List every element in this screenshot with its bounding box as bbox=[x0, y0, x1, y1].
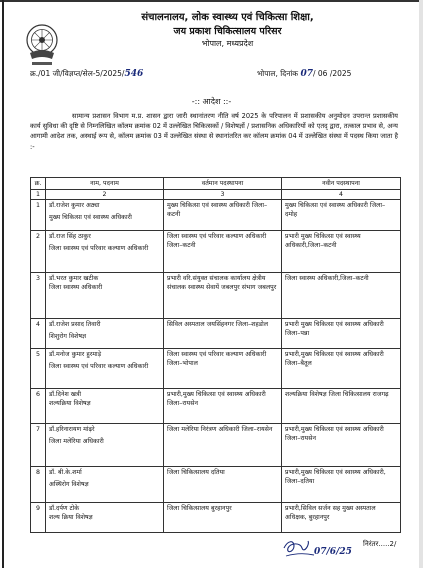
table-row bbox=[31, 319, 401, 349]
column-number-row bbox=[31, 190, 401, 200]
table-row bbox=[31, 231, 401, 273]
row-serial: 6 bbox=[31, 389, 46, 424]
header-current-posting: वर्तमान पदस्थापना bbox=[164, 178, 282, 190]
current-posting: जिला चिकित्सालय बुरहानपुर bbox=[164, 503, 282, 533]
officer-designation: मुख्य चिकित्सा एवं स्वास्थ्य अधिकारी bbox=[49, 214, 132, 221]
column-number: 2 bbox=[46, 190, 164, 200]
row-serial: 4 bbox=[31, 319, 46, 349]
order-number: क्र./01 जी/विज्ञप्त/सेल-5/2025/546 bbox=[30, 69, 144, 79]
officer-name: डॉ.भरत कुमार खटीक bbox=[49, 275, 99, 282]
table-header-row bbox=[31, 178, 401, 190]
new-posting: शल्यक्रिया विशेषज्ञ जिला चिकित्सालय राजगढ़ bbox=[282, 389, 401, 424]
current-posting: जिला चिकित्सालय दतिया bbox=[164, 467, 282, 503]
officer-designation: जिला मलेरिया अधिकारी bbox=[49, 438, 104, 445]
row-name-cell bbox=[46, 503, 164, 533]
header-serial: क्र. bbox=[31, 178, 46, 190]
directorate-name: संचालनालय, लोक स्वास्थ्य एवं चिकित्सा शिक्षा, bbox=[141, 12, 314, 23]
row-serial: 3 bbox=[31, 273, 46, 319]
row-name-cell bbox=[46, 424, 164, 467]
row-name-cell bbox=[46, 231, 164, 273]
table-row bbox=[31, 389, 401, 424]
transfer-table bbox=[30, 177, 401, 533]
new-posting: प्रभारी,सिविल सर्जन सह मुख्य अस्पताल अधिक्षक, बुरहानपुर bbox=[282, 503, 401, 533]
officer-name: डॉ.राजेश कुमार अठ्या bbox=[49, 202, 100, 209]
column-number: 3 bbox=[164, 190, 282, 200]
officer-designation: जिला स्वास्थ्य एवं परिवार कल्याण अधिकारी bbox=[49, 363, 149, 370]
officer-designation: जिला स्वास्थ्य एवं परिवार कल्याण अधिकारी bbox=[49, 245, 149, 252]
row-name-cell bbox=[46, 389, 164, 424]
current-posting: सिविल अस्पताल जयसिंहनगर जिला–शहडोल bbox=[164, 319, 282, 349]
new-posting: प्रभारी,मुख्य चिकित्सा एवं स्वास्थ्य अधिकारी जिला–बैतूल bbox=[282, 349, 401, 389]
order-date-handwritten: 07 bbox=[300, 69, 313, 79]
order-body-text: सामान्य प्रशासन विभाग म.प्र. शासन द्वारा जारी स्थानांतरण नीति वर्ष 2025 के परिपालन में प्रशासकीय अनुमोदन उपरान्त प्रशासकीय कार्य सुविधा की दृष्टि से निम्नलिखित कॉलम क्रमांक 02 में उल्लेखित चिकित्सकों / विशेषज्ञों / प्रशासनिक अधिकारियों को एतद् द्वारा, तत्काल प्रभाव से, अन्य आगामी आदेश तक, अस्थाई रूप से, कॉलम क्रमांक 03 में उल्लेखित संस्था से स्थानांतरित कर कॉलम क्रमांक 04 में उल्लेखित संस्था में पदस्थ किया जाता है :- bbox=[30, 112, 398, 151]
current-posting: प्रभारी वरि.संयुक्त संचालक कार्यालय क्षेत्रीय संचालक स्वास्थ्य सेवायें जबलपुर संभाग जबलपुर bbox=[164, 273, 282, 319]
new-posting: प्रभारी,मुख्य चिकित्सा एवं स्वास्थ्य अधिकारी, जिला–दतिया bbox=[282, 467, 401, 503]
table-row bbox=[31, 503, 401, 533]
order-title: -:: आदेश ::- bbox=[191, 97, 232, 106]
officer-name: डॉ.मनोज कुमार हुरमाड़े bbox=[49, 351, 102, 358]
table-row bbox=[31, 273, 401, 319]
state-emblem-icon bbox=[22, 20, 62, 70]
row-serial: 2 bbox=[31, 231, 46, 273]
officer-name: डॉ.राजेश प्रसाद तिवारी bbox=[49, 321, 101, 328]
city-state: भोपाल, मध्यप्रदेश bbox=[201, 39, 254, 48]
header-name: नाम, पदनाम bbox=[46, 178, 164, 190]
new-posting: जिला स्वास्थ्य अधिकारी,जिला–कटनी bbox=[282, 273, 401, 319]
new-posting: मुख्य चिकित्सा एवं स्वास्थ्य अधिकारी जिला–दमोह bbox=[282, 200, 401, 231]
officer-name: डॉ. बी.के.शर्मा bbox=[49, 469, 82, 476]
officer-name: डॉ.दिनेश खत्री bbox=[49, 391, 82, 398]
officer-designation: शिशुरोग विशेषज्ञ bbox=[49, 333, 87, 340]
row-serial: 5 bbox=[31, 349, 46, 389]
order-date: भोपाल, दिनांक 07/ 06 /2025 bbox=[257, 69, 352, 79]
signature bbox=[280, 536, 352, 564]
row-name-cell bbox=[46, 319, 164, 349]
current-posting: जिला स्वास्थ्य एवं परिवार कल्याण अधिकारी जिला–कटनी bbox=[164, 231, 282, 273]
table-row bbox=[31, 424, 401, 467]
current-posting: जिला मलेरिया निरंत्रण अधिकारी जिला–रायसेन bbox=[164, 424, 282, 467]
new-posting: प्रभारी मुख्य चिकित्सा एवं स्वास्थ्य अधिकारी,जिला–कटनी bbox=[282, 231, 401, 273]
row-serial: 7 bbox=[31, 424, 46, 467]
row-name-cell bbox=[46, 349, 164, 389]
scan-border-left bbox=[2, 0, 4, 568]
officer-designation: शल्यक्रिया विशेषज्ञ bbox=[49, 400, 91, 407]
row-name-cell bbox=[46, 273, 164, 319]
letterhead bbox=[70, 11, 385, 49]
officer-designation: शल्य क्रिया विशेषज्ञ bbox=[49, 514, 93, 521]
column-number: 4 bbox=[282, 190, 401, 200]
table-row bbox=[31, 349, 401, 389]
signature-date: 07/6/25 bbox=[314, 547, 352, 557]
table-row bbox=[31, 467, 401, 503]
order-body bbox=[30, 111, 398, 152]
hospital-campus: जय प्रकाश चिकित्सालय परिसर bbox=[173, 26, 282, 37]
row-name-cell bbox=[46, 467, 164, 503]
header-new-posting: नवीन पदस्थापना bbox=[282, 178, 401, 190]
column-number: 1 bbox=[31, 190, 46, 200]
new-posting: प्रभारी मुख्य चिकित्सा एवं स्वास्थ्य अधिकारी जिला–पन्ना bbox=[282, 319, 401, 349]
officer-designation: अस्थिरोग विशेषज्ञ bbox=[49, 481, 89, 488]
officer-name: डॉ.दर्पण टोके bbox=[49, 505, 80, 512]
scan-border-right bbox=[419, 0, 423, 568]
current-posting: प्रभारी,मुख्य चिकित्सा एवं स्वास्थ्य अधिकारी जिला–रायसेन bbox=[164, 389, 282, 424]
row-serial: 8 bbox=[31, 467, 46, 503]
officer-designation: जिला स्वास्थ्य अधिकारी bbox=[49, 284, 103, 291]
table-row bbox=[31, 200, 401, 231]
row-serial: 1 bbox=[31, 200, 46, 231]
officer-name: डॉ.हरिनारायण मांढ़रे bbox=[49, 426, 95, 433]
row-name-cell bbox=[46, 200, 164, 231]
row-serial: 9 bbox=[31, 503, 46, 533]
current-posting: मुख्य चिकित्सा एवं स्वास्थ्य अधिकारी जिला–कटनी bbox=[164, 200, 282, 231]
scan-border-top bbox=[0, 0, 423, 2]
current-posting: जिला स्वास्थ्य एवं परिवार कल्याण अधिकारी जिला–भोपाल bbox=[164, 349, 282, 389]
officer-name: डॉ.राज सिंह ठाकुर bbox=[49, 233, 91, 240]
order-number-handwritten: 546 bbox=[124, 69, 144, 79]
new-posting: प्रभारी,मुख्य चिकित्सा एवं स्वास्थ्य अधिकारी जिला–रायसेन bbox=[282, 424, 401, 467]
continued-marker: निरंतर.....2/ bbox=[363, 540, 397, 548]
